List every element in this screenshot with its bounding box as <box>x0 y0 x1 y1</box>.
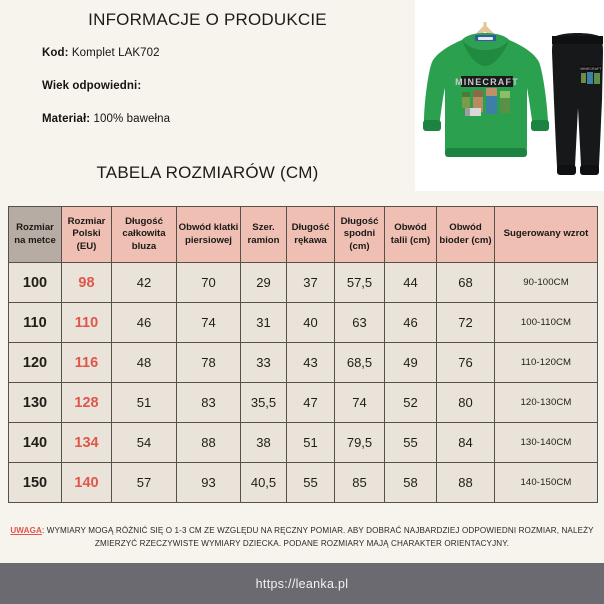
cell-size-label: 120 <box>9 343 62 383</box>
cell-pants-length: 68,5 <box>335 343 385 383</box>
store-url: https://leanka.pl <box>255 576 349 591</box>
cell-suggested-height: 100-110CM <box>495 303 598 343</box>
size-table <box>8 206 598 503</box>
table-row <box>9 263 598 303</box>
cell-pants-length: 63 <box>335 303 385 343</box>
size-table-container <box>8 206 597 503</box>
cell-sleeve: 37 <box>287 263 335 303</box>
cell-size-eu: 140 <box>62 463 112 503</box>
cell-hoodie-length: 42 <box>112 263 177 303</box>
col-header-hoodie-length: Długość całkowita bluza <box>112 207 177 263</box>
cell-sleeve: 51 <box>287 423 335 463</box>
cell-shoulder: 29 <box>241 263 287 303</box>
cell-hips: 72 <box>437 303 495 343</box>
cell-suggested-height: 90-100CM <box>495 263 598 303</box>
cell-size-eu: 98 <box>62 263 112 303</box>
disclaimer-keyword: UWAGA <box>10 526 42 535</box>
svg-text:MINECRAFT: MINECRAFT <box>455 77 519 87</box>
col-header-size-eu: Rozmiar Polski (EU) <box>62 207 112 263</box>
cell-waist: 52 <box>385 383 437 423</box>
detail-material <box>42 113 412 125</box>
cell-waist: 58 <box>385 463 437 503</box>
cell-shoulder: 35,5 <box>241 383 287 423</box>
col-header-chest: Obwód klatki piersiowej <box>177 207 241 263</box>
cell-hoodie-length: 51 <box>112 383 177 423</box>
cell-size-label: 150 <box>9 463 62 503</box>
cell-hips: 80 <box>437 383 495 423</box>
detail-age <box>42 80 412 92</box>
cell-suggested-height: 120-130CM <box>495 383 598 423</box>
cell-size-eu: 116 <box>62 343 112 383</box>
cell-size-label: 130 <box>9 383 62 423</box>
measurement-disclaimer <box>8 524 596 550</box>
cell-waist: 55 <box>385 423 437 463</box>
table-row <box>9 343 598 383</box>
table-row <box>9 423 598 463</box>
table-row <box>9 383 598 423</box>
detail-code-label: Kod: <box>42 47 69 59</box>
cell-chest: 88 <box>177 423 241 463</box>
disclaimer-text: : WYMIARY MOGĄ RÓŻNIĆ SIĘ O 1-3 CM ZE WZGLĘDU NA RĘCZNY POMIAR. ABY DOBRAĆ NAJBARDZIEJ ODPOWIEDNI ROZMIAR, NALEŻY ZMIERZYĆ RZECZYWISTE WYMIARY DZIECKA. PODANE ROZMIARY MAJĄ CHARAKTER ORIENTACYJNY. <box>41 526 594 549</box>
cell-hoodie-length: 46 <box>112 303 177 343</box>
detail-material-value: 100% bawełna <box>93 113 171 125</box>
store-url-bar <box>0 563 604 604</box>
cell-waist: 49 <box>385 343 437 383</box>
product-details-list <box>42 47 412 146</box>
cell-chest: 78 <box>177 343 241 383</box>
cell-pants-length: 57,5 <box>335 263 385 303</box>
col-header-hips: Obwód bioder (cm) <box>437 207 495 263</box>
cell-hips: 76 <box>437 343 495 383</box>
size-table-head <box>9 207 598 263</box>
detail-code <box>42 47 412 59</box>
cell-sleeve: 47 <box>287 383 335 423</box>
cell-chest: 70 <box>177 263 241 303</box>
cell-pants-length: 79,5 <box>335 423 385 463</box>
cell-size-label: 100 <box>9 263 62 303</box>
detail-age-label: Wiek odpowiedni: <box>42 80 142 92</box>
cell-shoulder: 40,5 <box>241 463 287 503</box>
cell-shoulder: 31 <box>241 303 287 343</box>
col-header-sleeve: Długość rękawa <box>287 207 335 263</box>
top-info-section <box>0 0 604 190</box>
cell-chest: 74 <box>177 303 241 343</box>
detail-code-value: Komplet LAK702 <box>71 47 160 59</box>
cell-chest: 93 <box>177 463 241 503</box>
cell-size-eu: 110 <box>62 303 112 343</box>
cell-sleeve: 43 <box>287 343 335 383</box>
col-header-waist: Obwód talii (cm) <box>385 207 437 263</box>
product-photo-illustration <box>415 0 604 191</box>
cell-pants-length: 74 <box>335 383 385 423</box>
size-table-body <box>9 263 598 503</box>
cell-hoodie-length: 48 <box>112 343 177 383</box>
cell-size-eu: 134 <box>62 423 112 463</box>
cell-pants-length: 85 <box>335 463 385 503</box>
cell-hips: 88 <box>437 463 495 503</box>
size-table-title: TABELA ROZMIARÓW (CM) <box>96 163 319 182</box>
col-header-pants-length: Długość spodni (cm) <box>335 207 385 263</box>
pants-print <box>580 66 602 84</box>
col-header-size-label: Rozmiar na metce <box>9 207 62 263</box>
cell-size-label: 140 <box>9 423 62 463</box>
cell-sleeve: 55 <box>287 463 335 503</box>
detail-material-label: Materiał: <box>42 113 91 125</box>
page-title: INFORMACJE O PRODUKCIE <box>88 10 327 29</box>
cell-waist: 44 <box>385 263 437 303</box>
cell-sleeve: 40 <box>287 303 335 343</box>
table-row <box>9 463 598 503</box>
product-photo <box>415 0 604 191</box>
table-header-row <box>9 207 598 263</box>
cell-hoodie-length: 54 <box>112 423 177 463</box>
col-header-shoulder: Szer. ramion <box>241 207 287 263</box>
cell-hoodie-length: 57 <box>112 463 177 503</box>
col-header-suggested-height: Sugerowany wzrot <box>495 207 598 263</box>
cell-suggested-height: 130-140CM <box>495 423 598 463</box>
cell-size-eu: 128 <box>62 383 112 423</box>
cell-size-label: 110 <box>9 303 62 343</box>
cell-shoulder: 33 <box>241 343 287 383</box>
svg-text:MINECRAFT: MINECRAFT <box>580 67 602 71</box>
cell-waist: 46 <box>385 303 437 343</box>
cell-hips: 84 <box>437 423 495 463</box>
cell-chest: 83 <box>177 383 241 423</box>
cell-suggested-height: 140-150CM <box>495 463 598 503</box>
cell-shoulder: 38 <box>241 423 287 463</box>
table-row <box>9 303 598 343</box>
cell-hips: 68 <box>437 263 495 303</box>
cell-suggested-height: 110-120CM <box>495 343 598 383</box>
